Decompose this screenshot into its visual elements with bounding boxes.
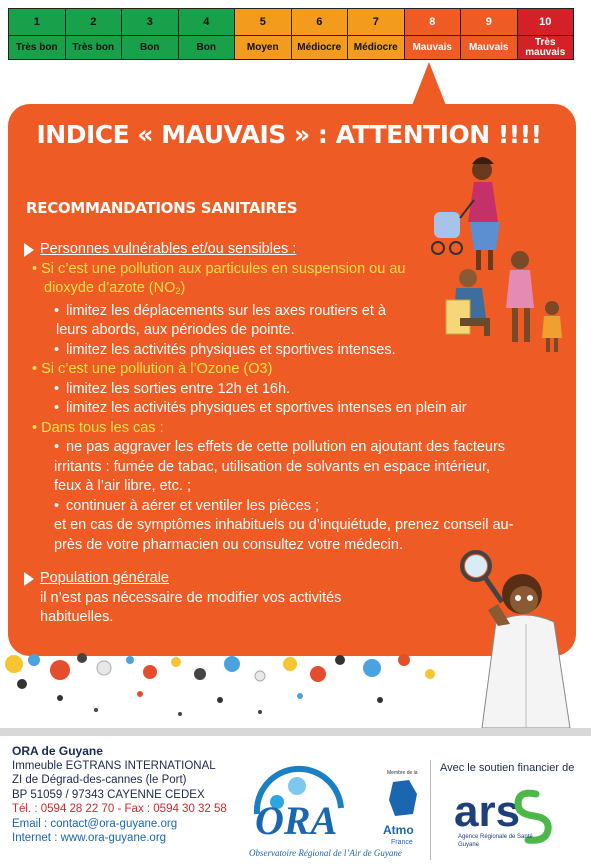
list-item: • continuer à aérer et ventiler les pièces ; <box>54 497 320 514</box>
index-number: 9 <box>461 9 517 36</box>
index-number: 7 <box>348 9 404 36</box>
list-item: • limitez les déplacements sur les axes routiers et à <box>54 302 386 319</box>
section-vulnerable <box>24 240 564 260</box>
divider <box>0 728 591 736</box>
section-heading: Population générale <box>40 570 169 586</box>
list-item: • limitez les activités physiques et sportives intenses en plein air <box>54 400 467 416</box>
triangle-bullet-icon <box>24 243 34 257</box>
index-number: 5 <box>235 9 291 36</box>
svg-text:Agence Régionale de Santé: Agence Régionale de Santé <box>458 834 533 840</box>
index-number: 4 <box>179 9 235 36</box>
index-level-1 <box>9 9 66 59</box>
list-item: leurs abords, aux périodes de pointe. <box>56 322 295 338</box>
recommendations-content <box>24 240 564 628</box>
list-item: il n’est pas nécessaire de modifier vos activités <box>40 589 342 606</box>
section-title: RECOMMANDATIONS SANITAIRES <box>26 199 298 217</box>
index-level-7 <box>348 9 405 59</box>
list-item: • limitez les activités physiques et sportives intenses. <box>54 341 396 358</box>
ora-tagline: Observatoire Régional de l’Air de Guyane <box>249 848 402 858</box>
phone-fax: Tél. : 0594 28 22 70 - Fax : 0594 30 32 58 <box>12 803 227 815</box>
triangle-bullet-icon <box>24 572 34 586</box>
index-level-5 <box>235 9 292 59</box>
address-line: Immeuble EGTRANS INTERNATIONAL <box>12 759 216 772</box>
list-item: • ne pas aggraver les effets de cette pollution en ajoutant des facteurs <box>54 439 506 455</box>
website-link[interactable]: Internet : www.ora-guyane.org <box>12 832 167 844</box>
index-label: Bon <box>140 41 160 53</box>
index-number: 6 <box>292 9 348 36</box>
index-label: Mauvais <box>469 41 509 53</box>
footer-divider <box>430 760 431 860</box>
index-number: 3 <box>122 9 178 36</box>
address-line: BP 51059 / 97343 CAYENNE CEDEX <box>12 788 205 801</box>
section-general <box>24 569 564 589</box>
index-number: 10 <box>518 9 574 36</box>
index-level-6 <box>292 9 349 59</box>
index-number: 8 <box>405 9 461 36</box>
index-label: Moyen <box>246 41 279 53</box>
list-item: habituelles. <box>40 609 114 625</box>
index-level-9 <box>461 9 518 59</box>
index-level-8 <box>405 9 462 59</box>
section-heading: Personnes vulnérables et/ou sensibles : <box>40 241 297 257</box>
list-item: et en cas de symptômes inhabituels ou d’inquiétude, prenez conseil au- <box>54 517 514 533</box>
footer-contact <box>12 744 227 846</box>
ora-logo <box>243 762 433 862</box>
list-item: • limitez les sorties entre 12h et 16h. <box>54 380 291 397</box>
address-line: ZI de Dégrad-des-cannes (le Port) <box>12 774 187 786</box>
support-text: Avec le soutien financier de <box>440 762 575 774</box>
list-item: • Si c’est une pollution à l’Ozone (O3) <box>32 361 273 377</box>
index-level-3 <box>122 9 179 59</box>
svg-text:France: France <box>391 839 413 846</box>
ars-logo <box>452 780 572 850</box>
index-label: Médiocre <box>297 41 342 53</box>
index-label: Médiocre <box>353 41 398 53</box>
index-number: 2 <box>66 9 122 36</box>
index-number: 1 <box>9 9 65 36</box>
index-level-10 <box>518 9 574 59</box>
list-item: irritants : fumée de tabac, utilisation de solvants en espace intérieur, <box>54 458 491 475</box>
org-name: ORA de Guyane <box>12 744 103 758</box>
scale-pointer <box>411 62 447 108</box>
list-item: • Dans tous les cas : <box>32 419 164 436</box>
list-item: dioxyde d’azote $(NO_2)$ <box>44 280 186 296</box>
air-quality-index-scale <box>8 8 574 60</box>
atmo-wordmark: Atmo <box>383 823 414 837</box>
svg-text:Membre de la: Membre de la <box>387 770 418 776</box>
index-label: Très mauvais <box>525 36 566 58</box>
index-level-2 <box>66 9 123 59</box>
list-item: feux à l’air libre, etc. ; <box>54 478 191 494</box>
index-level-4 <box>179 9 236 59</box>
index-label: Très bon <box>72 41 115 53</box>
page-title: INDICE « MAUVAIS » : ATTENTION !!!! <box>36 120 542 149</box>
index-label: Bon <box>196 41 216 53</box>
bubbles-decoration <box>0 650 460 728</box>
index-label: Très bon <box>15 41 58 53</box>
ars-wordmark: ars <box>454 787 521 836</box>
email-link[interactable]: Email : contact@ora-guyane.org <box>12 817 178 830</box>
list-item: près de votre pharmacien ou consultez votre médecin. <box>54 536 403 553</box>
svg-text:Guyane: Guyane <box>458 842 480 848</box>
index-label: Mauvais <box>412 41 452 53</box>
list-item: • Si c’est une pollution aux particules en suspension ou au <box>32 260 406 277</box>
ora-wordmark: ORA <box>255 798 338 843</box>
